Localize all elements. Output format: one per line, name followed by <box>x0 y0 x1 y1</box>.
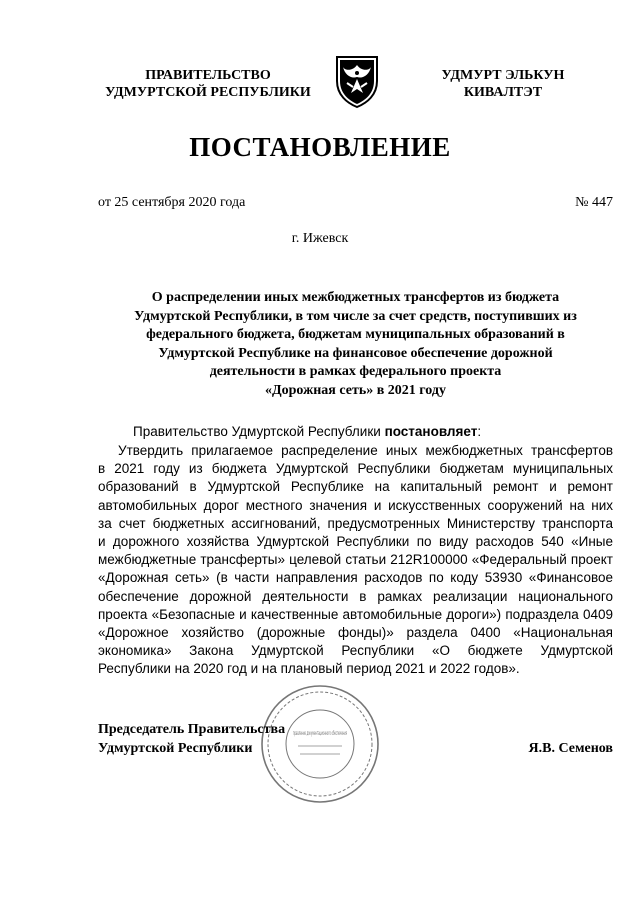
subject-line: «Дорожная сеть» в 2021 году <box>265 382 446 398</box>
subject-line: Удмуртской Республике на финансовое обеспечение дорожной <box>158 345 553 361</box>
issuer-name-russian <box>88 67 328 101</box>
body-line: межбюджетные трансферты» целевой статьи 212R100000 «Федеральный проект <box>98 552 613 568</box>
body-line: Утвердить прилагаемое распределение иных межбюджетных трансфертов <box>118 443 613 458</box>
subject-line: федерального бюджета, бюджетам муниципальных образований в <box>146 327 565 342</box>
signatory-title <box>98 720 285 758</box>
seal-text: правление документационного обеспечения <box>293 729 348 737</box>
body-line: за счет бюджетных ассигнований, предусмотренных Министерству транспорта <box>98 515 613 531</box>
body-line: автомобильных дорог местного значения и искусственных сооружений на них <box>98 497 613 513</box>
document-subject <box>98 289 613 400</box>
body-line: экономика» Закона Удмуртской Республики «О бюджете Удмуртской <box>98 643 613 659</box>
body-line: проекта «Безопасные и качественные автомобильные дороги») подраздела 0409 <box>98 606 613 622</box>
subject-line: деятельности в рамках федерального проекта <box>209 364 502 379</box>
intro-colon: : <box>477 424 482 439</box>
signatory-title-line: Председатель Правительства <box>98 722 286 737</box>
body-line: Республики на 2020 год и на плановый период 2021 и 2022 годов». <box>98 661 520 677</box>
document-date: от 25 сентября 2020 года <box>98 195 246 210</box>
subject-line: О распределении иных межбюджетных трансфертов из бюджета <box>151 290 560 305</box>
coat-of-arms-icon <box>331 53 383 109</box>
resolution-intro <box>133 424 481 439</box>
issuer-name-udmurt <box>428 67 578 101</box>
subject-line: Удмуртской Республики, в том числе за счет средств, поступивших из <box>134 308 577 324</box>
document-city: г. Ижевск <box>291 231 349 246</box>
issuer-line: КИВАЛТЭТ <box>463 85 543 100</box>
resolution-body <box>98 442 613 678</box>
intro-verb: постановляет <box>384 424 478 439</box>
body-line: «Дорожное хозяйство (дорожные фонды)» раздела 0400 «Национальная <box>98 624 613 640</box>
signatory-title-line: Удмуртской Республики <box>98 741 253 756</box>
document-type-title: ПОСТАНОВЛЕНИЕ <box>189 132 451 162</box>
body-line: «Дорожная сеть» (в части направления расходов по коду 53930 «Финансовое <box>98 570 613 586</box>
body-line: в 2021 году из бюджета Удмуртской Республики бюджетам муниципальных <box>98 461 613 477</box>
document-number: № 447 <box>575 195 613 210</box>
issuer-line: ПРАВИТЕЛЬСТВО <box>145 68 271 83</box>
issuer-line: УДМУРТ ЭЛЬКУН <box>441 68 565 83</box>
issuer-line: УДМУРТСКОЙ РЕСПУБЛИКИ <box>105 85 311 100</box>
signatory-name: Я.В. Семенов <box>528 741 613 756</box>
body-line: образований в Удмуртской Республике на капитальный ремонт и ремонт <box>98 479 613 495</box>
body-line: и дорожного хозяйства Удмуртской Республики по виду расходов 540 «Иные <box>98 533 613 549</box>
intro-lead: Правительство Удмуртской Республики <box>133 424 385 439</box>
body-line: обеспечение дорожной деятельности в рамках реализации национального <box>98 588 613 604</box>
